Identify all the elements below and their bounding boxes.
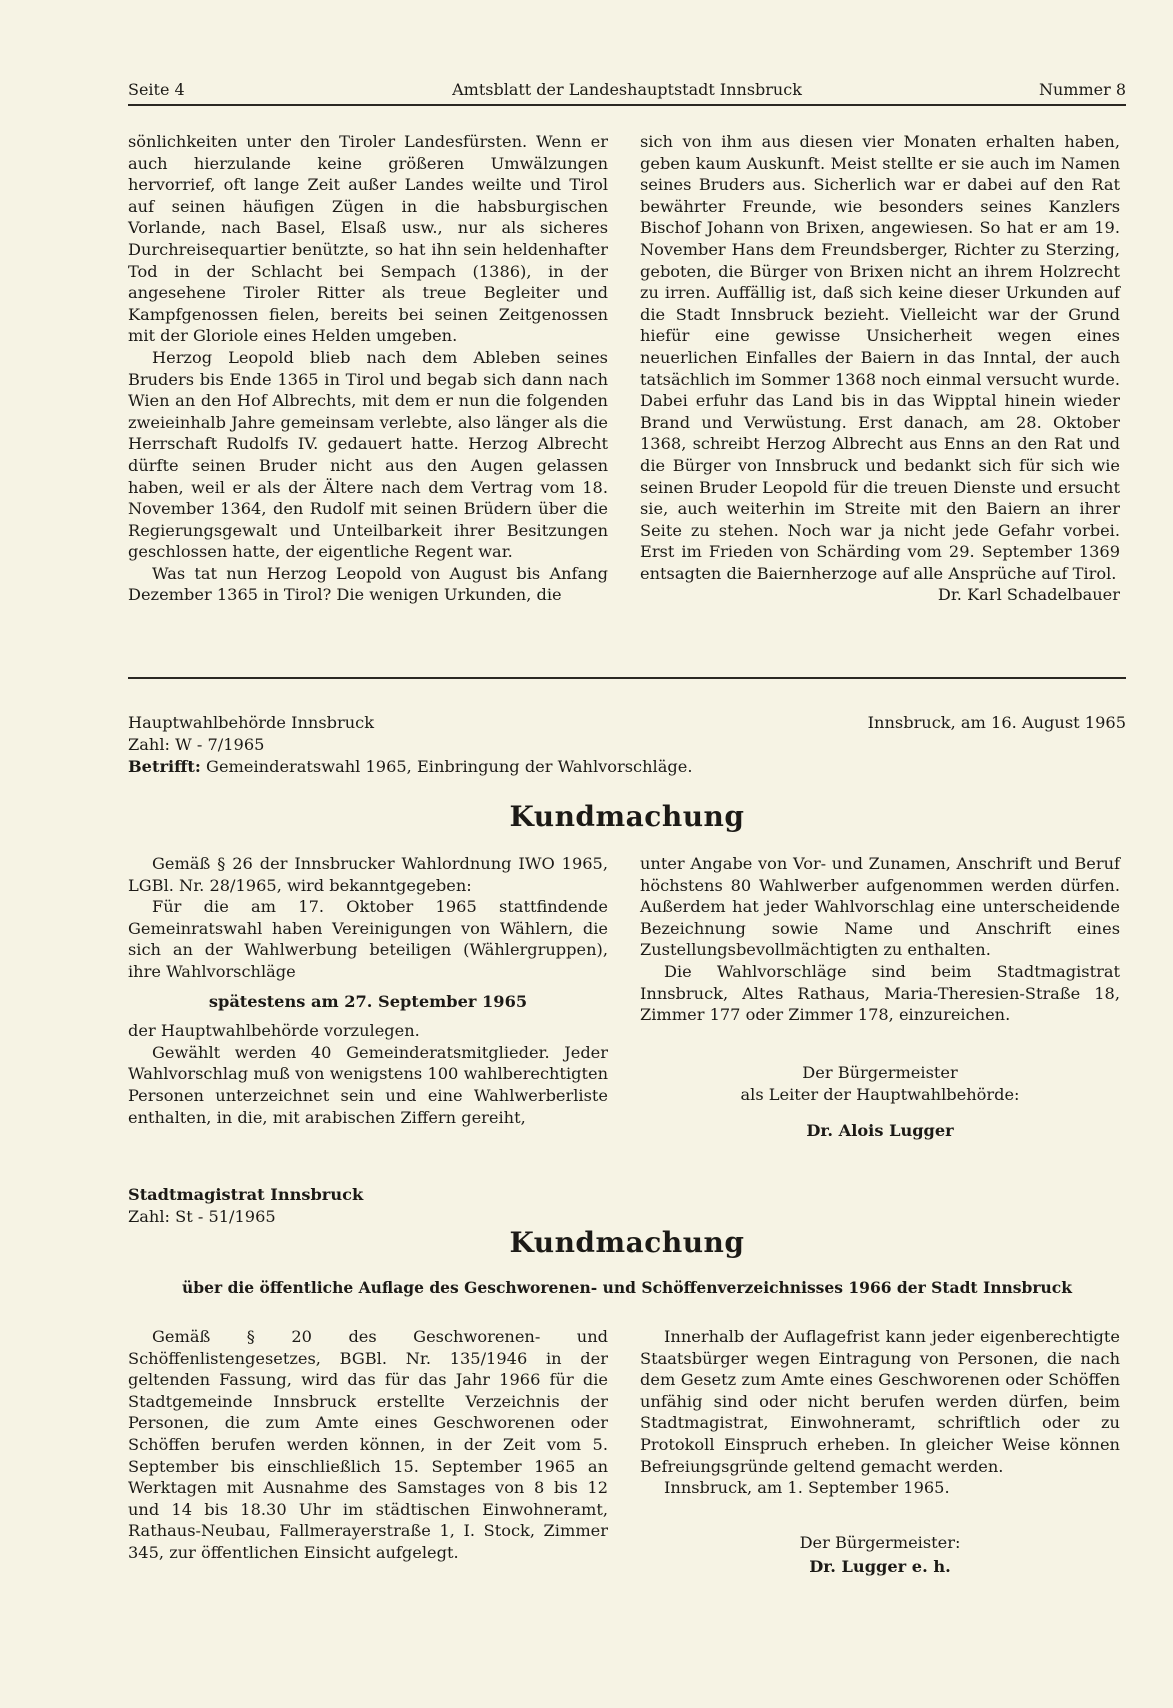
issue-number: Nummer 8 (1038, 80, 1126, 99)
authority-name: Hauptwahlbehörde Innsbruck (128, 713, 375, 732)
signer-name: Dr. Alois Lugger (806, 1121, 954, 1140)
notice-paragraph: Die Wahlvorschläge sind beim Stadtmagistrat Innsbruck, Altes Rathaus, Maria-Theresien-Straße 18, Zimmer 177 oder Zimmer 178, einzureichen. (640, 961, 1120, 1025)
reference-number: Zahl: W - 7/1965 (128, 735, 265, 754)
notice1-left-column (128, 853, 608, 1128)
notice-date: Innsbruck, am 1. September 1965. (664, 1478, 950, 1498)
deadline: spätestens am 27. September 1965 (208, 991, 528, 1011)
notice-subtitle: über die öffentliche Auflage des Geschworenen- und Schöffenverzeichnisses 1966 der Stadt Innsbruck (182, 1278, 1072, 1297)
subject-text: Gemeinderatswahl 1965, Einbringung der Wahlvorschläge. (206, 757, 693, 776)
publication-title: Amtsblatt der Landeshauptstadt Innsbruck (452, 80, 802, 99)
authority-name: Stadtmagistrat Innsbruck (128, 1185, 364, 1204)
reference-number: Zahl: St - 51/1965 (128, 1207, 276, 1226)
article-paragraph: Was tat nun Herzog Leopold von August bis Anfang Dezember 1365 in Tirol? Die wenigen Urkunden, die (128, 563, 608, 605)
page-number: Seite 4 (128, 80, 185, 99)
page-header (128, 80, 1126, 106)
signer-title: Der Bürgermeister (802, 1063, 958, 1082)
notice-paragraph: Gewählt werden 40 Gemeinderatsmitglieder. Jeder Wahlvorschlag muß von wenigstens 100 wahlberechtigten Personen unterzeichnet sein und eine Wahlwerberliste enthalten, in die, mit arabischen Ziffern gereiht, (128, 1042, 608, 1127)
notice-title: Kundmachung (509, 1226, 745, 1259)
notice2-right-column (640, 1326, 1120, 1499)
article-author: Dr. Karl Schadelbauer (937, 585, 1120, 605)
notice-paragraph: der Hauptwahlbehörde vorzulegen. (128, 1021, 420, 1041)
notice-paragraph: Für die am 17. Oktober 1965 stattfindende Gemeinratswahl haben Vereinigungen von Wählern, die sich an der Wahlwerbung beteiligen (Wählergruppen), ihre Wahlvorschläge (128, 897, 608, 981)
subject-label: Betrifft: (128, 757, 201, 776)
notice2-left-column (128, 1326, 608, 1564)
subject-line (128, 756, 692, 778)
signer-name: Dr. Lugger e. h. (809, 1557, 951, 1576)
signer-title: Der Bürgermeister: (799, 1533, 961, 1552)
notice-paragraph: Gemäß § 26 der Innsbrucker Wahlordnung IWO 1965, LGBl. Nr. 28/1965, wird bekanntgegeben: (128, 854, 608, 895)
notice-paragraph: Gemäß § 20 des Geschworenen- und Schöffenlistengesetzes, BGBl. Nr. 135/1946 in der geltenden Fassung, wird das für das Jahr 1966 für die Stadtgemeinde Innsbruck erstellte Verzeichnis der Personen, die zum Amte eines Geschworenen oder Schöffen berufen werden können, in der Zeit vom 5. September bis einschließlich 15. September 1965 an Werktagen mit Ausnahme des Samstages von 8 bis 12 und 14 bis 18.30 Uhr im städtischen Einwohneramt, Rathaus-Neubau, Fallmerayerstraße 1, I. Stock, Zimmer 345, zur öffentlichen Einsicht aufgelegt. (128, 1327, 608, 1562)
notice1-right-column (640, 853, 1120, 1026)
signer-title: als Leiter der Hauptwahlbehörde: (740, 1085, 1020, 1104)
article-right-column (640, 131, 1120, 606)
article-paragraph: Herzog Leopold blieb nach dem Ableben seines Bruders bis Ende 1365 in Tirol und begab sich dann nach Wien an den Hof Albrechts, mit dem er nun die folgenden zweieinhalb Jahre gemeinsam verlebte, also länger als die Herrschaft Rudolfs IV. gedauert hatte. Herzog Albrecht dürfte seinen Bruder nicht aus den Augen gelassen haben, weil er als der Ältere nach dem Vertrag vom 18. November 1364, den Rudolf mit seinen Brüdern über die Regierungsgewalt und Unteilbarkeit ihrer Besitzungen geschlossen hatte, der eigentliche Regent war. (128, 347, 608, 562)
notice-paragraph: Innerhalb der Auflagefrist kann jeder eigenberechtigte Staatsbürger wegen Eintragung von Personen, die nach dem Gesetz zum Amte eines Geschworenen oder Schöffen unfähig sind oder nicht berufen werden dürfen, beim Stadtmagistrat, Einwohneramt, schriftlich oder zu Protokoll Einspruch erheben. In gleicher Weise können Befreiungsgründe geltend gemacht werden. (640, 1327, 1120, 1476)
article-paragraph: sönlichkeiten unter den Tiroler Landesfürsten. Wenn er auch hierzulande keine größeren Umwälzungen hervorrief, oft lange Zeit außer Landes weilte und Tirol auf seinen häufigen Zügen in die habsburgischen Vorlande, nach Basel, Elsaß usw., nur als sicheres Durchreisequartier benützte, so hat ihn sein heldenhafter Tod in der Schlacht bei Sempach (1386), in der angesehene Tiroler Ritter als treue Begleiter und Kampfgenossen fielen, bereits bei seinen Zeitgenossen mit der Gloriole eines Helden umgeben. (128, 132, 608, 346)
notice-date: Innsbruck, am 16. August 1965 (867, 713, 1126, 732)
article-paragraph: sich von ihm aus diesen vier Monaten erhalten haben, geben kaum Auskunft. Meist stellte er sie auch im Namen seines Bruders aus. Sicherlich war er dabei auf den Rat bewährter Freunde, wie besonders seines Kanzlers Bischof Johann von Brixen, angewiesen. So hat er am 19. November Hans dem Freundsberger, Richter zu Sterzing, geboten, die Bürger von Brixen nicht an ihrem Holzrecht zu irren. Auffällig ist, daß sich keine dieser Urkunden auf die Stadt Innsbruck bezieht. Vielleicht war der Grund hiefür eine gewisse Unsicherheit wegen eines neuerlichen Einfalles der Baiern in das Inntal, der auch tatsächlich im Sommer 1368 noch einmal versucht wurde. Dabei erfuhr das Land bis in das Wipptal hinein wieder Brand und Verwüstung. Erst danach, am 28. Oktober 1368, schreibt Herzog Albrecht aus Enns an den Rat und die Bürger von Innsbruck und bedankt sich für sich wie seinen Bruder Leopold für die treuen Dienste und ersucht sie, auch weiterhin im Streite mit den Baiern an ihrer Seite zu stehen. Noch war ja nicht jede Gefahr vorbei. Erst im Frieden von Schärding vom 29. September 1369 entsagten die Baiernherzoge auf alle Ansprüche auf Tirol. (640, 132, 1120, 583)
notice-paragraph: unter Angabe von Vor- und Zunamen, Anschrift und Beruf höchstens 80 Wahlwerber aufgenommen werden dürfen. Außerdem hat jeder Wahlvorschlag eine unterscheidende Bezeichnung sowie Name und Anschrift eines Zustellungsbevollmächtigten zu enthalten. (640, 854, 1120, 960)
section-divider (128, 677, 1126, 679)
notice-title: Kundmachung (509, 800, 745, 833)
article-left-column (128, 131, 608, 606)
